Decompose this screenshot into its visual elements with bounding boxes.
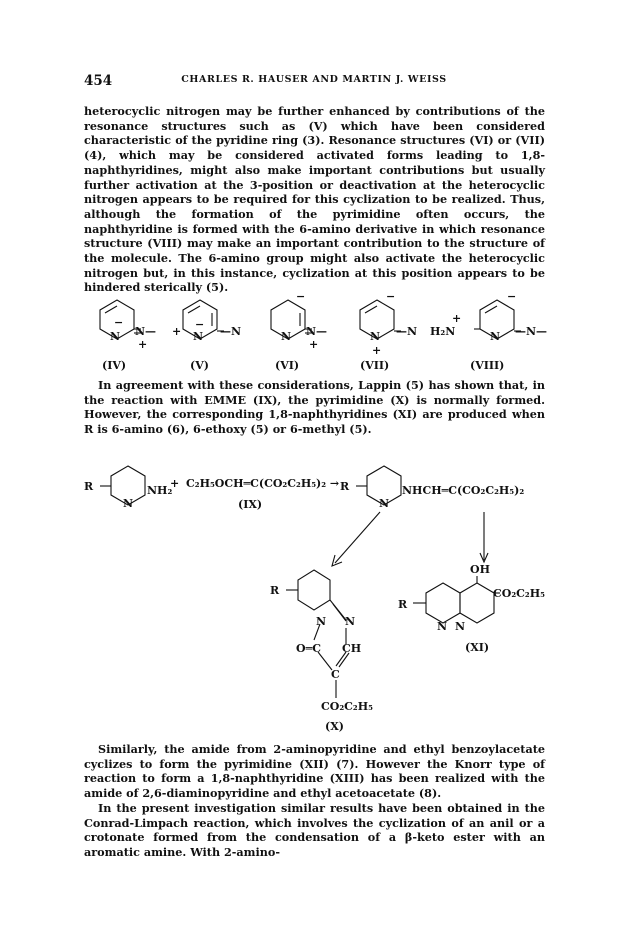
xi-ester: CO₂C₂H₅ xyxy=(493,587,545,600)
viii-minus: − xyxy=(507,290,517,303)
label-iv: (IV) xyxy=(102,359,127,372)
label-vii: (VII) xyxy=(360,359,390,372)
intermediate-chain: NHCH═C(CO₂C₂H₅)₂ xyxy=(402,484,525,497)
iv-minus: − xyxy=(114,316,124,329)
xi-n-left: N xyxy=(437,620,448,633)
viii-n-exo: —N— xyxy=(515,325,548,338)
iv-n-ring: N xyxy=(110,330,121,343)
amine-label: NH₂ xyxy=(147,484,173,497)
xi-ring-right xyxy=(460,583,494,623)
paragraph-4: In the present investigation similar results have been obtained in the Conrad-Limpach reaction, which involves the cyclization of an anil or a crotonate formed from the condensation of a β-keto ester with an aromatic amine. With 2-amino- xyxy=(84,801,545,860)
vi-minus: − xyxy=(296,290,306,303)
r-group-start: R xyxy=(84,480,94,493)
reagent-label-ix: (IX) xyxy=(238,498,263,511)
x-n-right: N xyxy=(345,615,356,628)
viii-n-ring: N xyxy=(490,330,501,343)
vii-minus: − xyxy=(386,290,396,303)
x-ester: CO₂C₂H₅ xyxy=(321,700,373,713)
label-vi: (VI) xyxy=(275,359,300,372)
paragraph-1: heterocyclic nitrogen may be further enhanced by contributions of the resonance structures such as (V) which have been considered characteristic of the pyridine ring (3). Resonance structures (VI) or (VII) (4), which may be considered activated forms leading to 1,8-naphthyridines, might also make important contributions but usually further activation at the 3-position or deactivation at the heterocyclic nitrogen appears to be required for this cyclization to be realized. Thus, although the formation of the pyrimidine often occurs, the naphthyridine is formed with the 6-amino derivative in which resonance structure (VIII) may make an important contribution to the structure of the molecule. The 6-amino group might also activate the heterocyclic nitrogen but, in this instance, cyclization at this position appears to be hindered sterically (5). xyxy=(84,104,545,295)
viii-h2n: H₂N xyxy=(430,325,456,338)
label-viii: (VIII) xyxy=(470,359,505,372)
xi-ring-left xyxy=(426,583,460,623)
x-ch: CH xyxy=(342,642,362,655)
running-head: CHARLES R. HAUSER AND MARTIN J. WEISS xyxy=(181,74,447,85)
vii-n-ring: N xyxy=(370,330,381,343)
paragraph-3: Similarly, the amide from 2-aminopyridine and ethyl benzoylacetate cyclizes to form the pyrimidine (XII) (7). However the Knorr type of reaction to form a 1,8-naphthyridine (XIII) has been realized with the amide of 2,6-diaminopyridine and ethyl acetoacetate (8). xyxy=(84,742,545,801)
paragraph-2: In agreement with these considerations, Lappin (5) has shown that, in the reaction with EMME (IX), the pyrimidine (X) is normally formed. However, the corresponding 1,8-naphthyridines (XI) are produced when R is 6-amino (6), 6-ethoxy (5) or 6-methyl (5). xyxy=(84,378,545,437)
r-group-x: R xyxy=(270,584,280,597)
vi-n-ring: N xyxy=(281,330,292,343)
xi-n-right: N xyxy=(455,620,466,633)
x-n-left: N xyxy=(316,615,327,628)
v-plus: + xyxy=(172,325,182,338)
vi-plus: + xyxy=(309,338,319,351)
v-n-exo: —N xyxy=(220,325,242,338)
intermediate-ring-n: N xyxy=(379,497,390,510)
r-group-xi: R xyxy=(398,598,408,611)
start-ring-n: N xyxy=(123,497,134,510)
label-xi: (XI) xyxy=(465,641,490,654)
v-n-ring: N xyxy=(193,330,204,343)
plus-sign: + xyxy=(170,477,180,490)
arrow-to-pyrimidine xyxy=(335,512,380,563)
vii-n-exo: —N xyxy=(396,325,418,338)
vi-n-exo: N— xyxy=(306,325,328,338)
x-pyridine-ring xyxy=(298,570,330,610)
reagent-formula: C₂H₅OCH═C(CO₂C₂H₅)₂ → xyxy=(186,477,340,490)
label-x: (X) xyxy=(325,720,344,733)
v-minus: − xyxy=(195,318,205,331)
x-c: C xyxy=(331,668,340,681)
label-v: (V) xyxy=(190,359,209,372)
vii-plus: + xyxy=(372,344,382,357)
iv-n-exo: N— xyxy=(135,325,157,338)
xi-oh: OH xyxy=(470,563,490,576)
r-group-intermediate: R xyxy=(340,480,350,493)
viii-plus: + xyxy=(452,312,462,325)
x-carbonyl: O═C xyxy=(296,642,321,655)
page-number: 454 xyxy=(84,73,113,89)
iv-plus: + xyxy=(138,338,148,351)
